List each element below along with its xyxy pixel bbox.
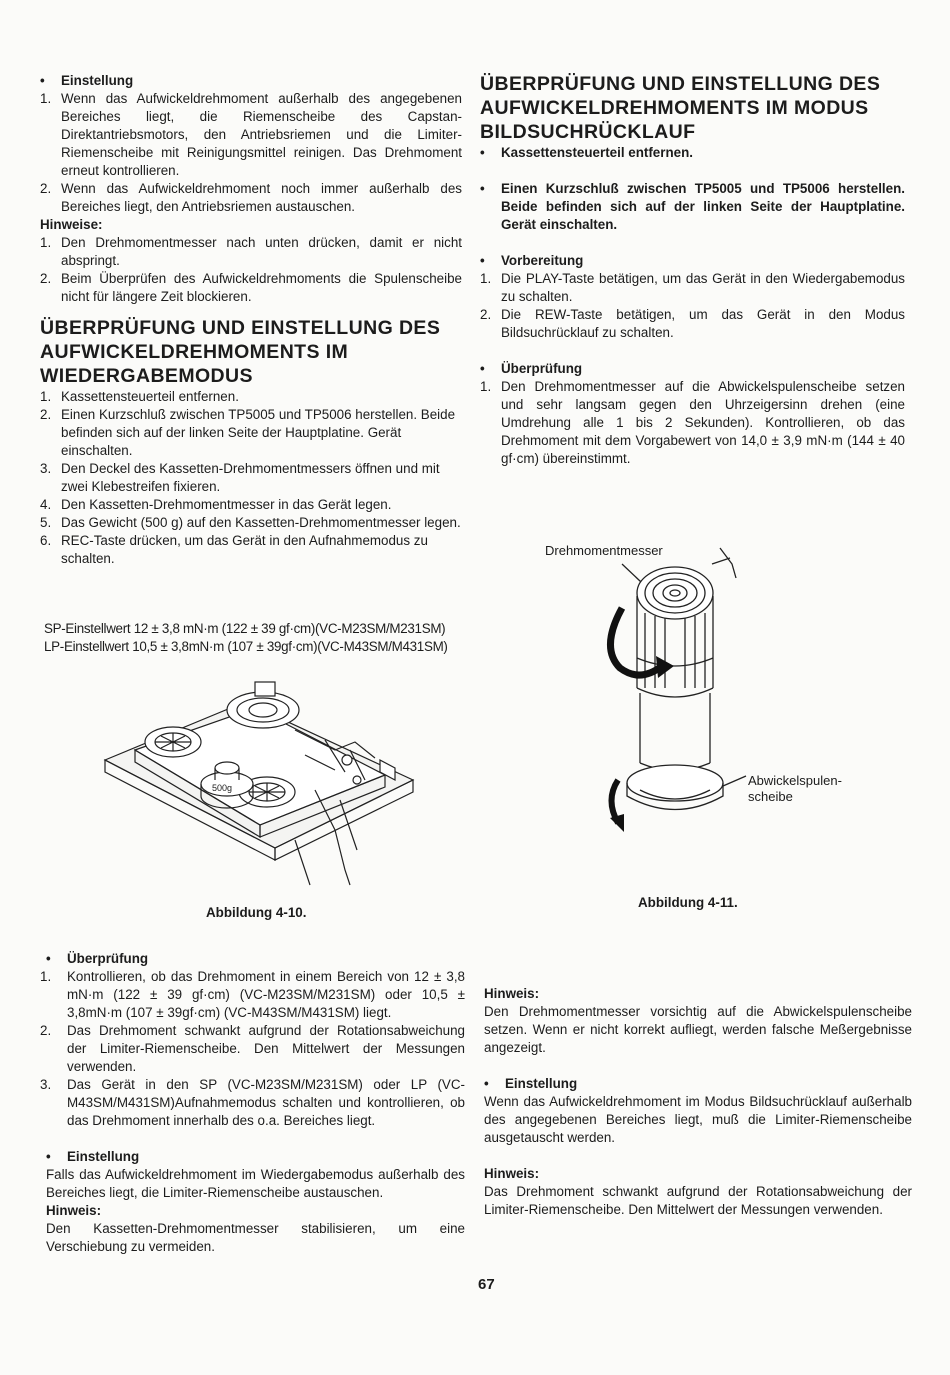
einstellung-heading: • Einstellung (40, 72, 462, 90)
label-abwickelspulenscheibe: Abwickelspulen- scheibe (748, 773, 842, 804)
list-item: 3. Das Gerät in den SP (VC-M23SM/M231SM) oder LP (VC-M43SM/M431SM)Aufnahmemodus schalten und kontrollieren, ob das Drehmoment innerhalb des o.a. Bereiches liegt. (40, 1077, 465, 1128)
einstellung-heading-bottom: • Einstellung (46, 1148, 465, 1166)
lp-value: LP-Einstellwert 10,5 ± 3,8mN·m (107 ± 39gf·cm)(VC-M43SM/M431SM) (44, 639, 448, 654)
hinweise-list (40, 234, 462, 306)
list-item: 1. Kontrollieren, ob das Drehmoment in einem Bereich von 12 ± 3,8 mN·m (122 ± 39 gf·cm) (VC-M23SM/M231SM) oder 10,5 ± 3,8mN·m (107 ± 39gf·cm) (VC-M43SM/M431SM) liegt. (40, 969, 465, 1020)
label-drehmomentmesser: Drehmomentmesser (545, 543, 663, 558)
vorbereitung-list (480, 270, 905, 342)
list-item: 3. Den Deckel des Kassetten-Drehmomentmessers öffnen und mit zwei Klebestreifen fixieren. (40, 461, 440, 494)
list-item: 1. Kassettensteuerteil entfernen. (40, 389, 239, 404)
bullet-remove-cassette-control: • Kassettensteuerteil entfernen. (480, 144, 905, 162)
hinweise-heading: Hinweise: (40, 217, 103, 232)
einstellung-text-right: Wenn das Aufwickeldrehmoment im Modus Bildsuchrücklauf außerhalb des angegebenen Bereiches liegt, muß die Limiter-Riemenscheibe ausgetauscht werden. (484, 1094, 912, 1145)
hinweis-heading-bottom-left: Hinweis: (46, 1203, 102, 1218)
weight-label: 500g (212, 783, 233, 793)
hinweis-text-1: Den Drehmomentmesser vorsichtig auf die Abwickelspulenscheibe setzen. Wenn er nicht korrekt aufliegt, werden falsche Meßergebnisse angezeigt. (484, 1004, 912, 1055)
list-item: 5. Das Gewicht (500 g) auf den Kassetten-Drehmomentmesser legen. (40, 515, 461, 530)
einstellung-list (40, 90, 462, 216)
einstellung-heading-right: • Einstellung (484, 1075, 912, 1093)
figure-4-10-caption: Abbildung 4-10. (206, 905, 307, 920)
sp-value: SP-Einstellwert 12 ± 3,8 mN·m (122 ± 39 gf·cm)(VC-M23SM/M231SM) (44, 621, 446, 636)
list-item: 2. Einen Kurzschluß zwischen TP5005 und TP5006 herstellen. Beide befinden sich auf der linken Seite der Hauptplatine. Gerät einschalten. (40, 407, 456, 458)
left-column (40, 72, 462, 568)
ueberpruefung-list-left (40, 968, 465, 1130)
page-number: 67 (478, 1276, 495, 1293)
vorbereitung-heading: • Vorbereitung (480, 252, 905, 270)
list-item: 4. Den Kassetten-Drehmomentmesser in das Gerät legen. (40, 497, 392, 512)
hinweis-text-2: Das Drehmoment schwankt aufgrund der Rotationsabweichung der Limiter-Riemenscheibe. Den Mittelwert der Messungen verwenden. (484, 1184, 912, 1217)
bottom-right-section (484, 985, 912, 1219)
spec-values (44, 620, 484, 656)
list-item: 2. Beim Überprüfen des Aufwickeldrehmoments die Spulenscheibe nicht für längere Zeit blockieren. (40, 271, 462, 304)
bullet-short-circuit: • Einen Kurzschluß zwischen TP5005 und TP5006 herstellen. Beide befinden sich auf der linken Seite der Hauptplatine. Gerät einschalten. (480, 180, 905, 234)
list-item: 2. Die REW-Taste betätigen, um das Gerät in den Modus Bildsuchrücklauf zu schalten. (480, 307, 905, 340)
ueberpruefung-list-right (480, 378, 905, 468)
hinweis-heading-1: Hinweis: (484, 986, 540, 1001)
list-item: 2. Das Drehmoment schwankt aufgrund der Rotationsabweichung der Limiter-Riemenscheibe. Den Mittelwert der Messungen verwenden. (40, 1023, 465, 1074)
figure-4-11-caption: Abbildung 4-11. (638, 895, 738, 910)
list-item: 1. Den Drehmomentmesser auf die Abwickelspulenscheibe setzen und sehr langsam gegen den Uhrzeigersinn drehen (eine Umdrehung alle 1 bis 2 Sekunden). Kontrollieren, ob das Drehmoment mit dem Vorgabewert von 14,0 ± 3,9 mN·m (144 ± 40 gf·cm) übereinstimmt. (480, 379, 905, 466)
list-item: 1. Wenn das Aufwickeldrehmoment außerhalb des angegebenen Bereiches liegt, die Riemenscheibe des Capstan-Direktantriebsmotors, den Antriebsriemen und die Limiter-Riemenscheibe mit Reinigungsmittel reinigen. Das Drehmoment erneut kontrollieren. (40, 91, 462, 178)
ueberpruefung-heading-left: • Überprüfung (46, 950, 465, 968)
playback-steps-list (40, 388, 462, 568)
list-item: 1. Die PLAY-Taste betätigen, um das Gerät in den Wiedergabemodus zu schalten. (480, 271, 905, 304)
ueberpruefung-heading-right: • Überprüfung (480, 360, 905, 378)
list-item: 2. Wenn das Aufwickeldrehmoment noch immer außerhalb des Bereiches liegt, den Antriebsriemen austauschen. (40, 181, 462, 214)
right-column (480, 72, 905, 468)
list-item: 1. Den Drehmomentmesser nach unten drücken, damit er nicht abspringt. (40, 235, 462, 268)
figure-4-10-drawing (95, 680, 425, 895)
list-item: 6. REC-Taste drücken, um das Gerät in den Aufnahmemodus zu schalten. (40, 533, 428, 566)
section-heading-playback: ÜBERPRÜFUNG UND EINSTELLUNG DES AUFWICKELDREHMOMENTS IM WIEDERGABEMODUS (40, 317, 441, 387)
hinweis-text-bottom-left: Den Kassetten-Drehmomentmesser stabilisieren, um eine Verschiebung zu vermeiden. (46, 1221, 465, 1254)
hinweis-heading-2: Hinweis: (484, 1166, 540, 1181)
einstellung-text-bottom: Falls das Aufwickeldrehmoment im Wiedergabemodus außerhalb des Bereiches liegt, die Limiter-Riemenscheibe austauschen. (46, 1167, 465, 1200)
section-heading-rewind: ÜBERPRÜFUNG UND EINSTELLUNG DES AUFWICKELDREHMOMENTS IM MODUS BILDSUCHRÜCKLAUF (480, 73, 881, 143)
bottom-left-section (40, 950, 465, 1256)
